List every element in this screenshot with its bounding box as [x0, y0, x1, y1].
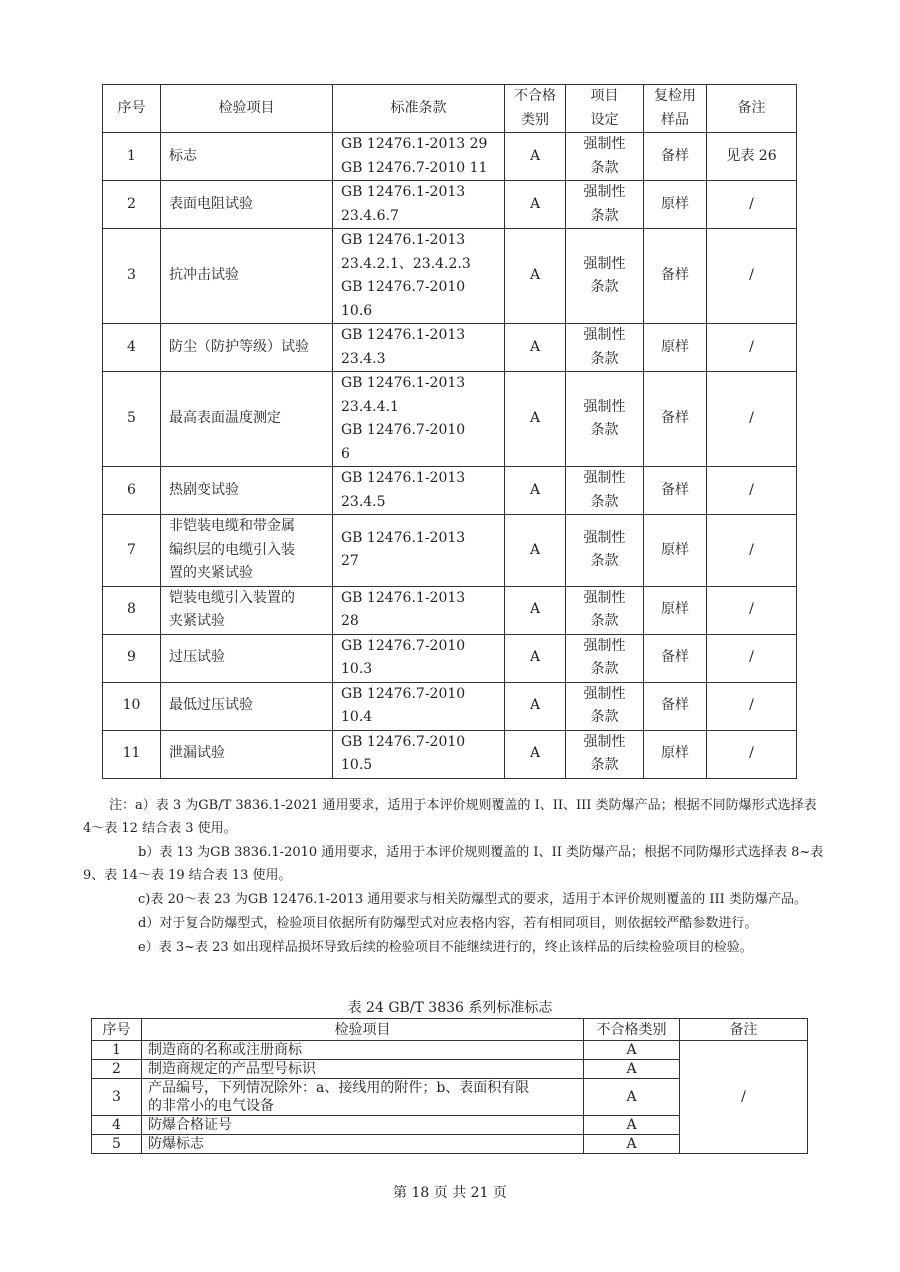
note-b: b）表 13 为GB 3836.1-2010 通用要求，适用于本评价规则覆盖的 I、II 类防爆产品；根据不同防爆形式选择表 8~表 9、表 14～表 19 结合表 13 使用。 — [83, 845, 824, 883]
row-item-line: 最低过压试验 — [169, 697, 253, 714]
row-clause-line: GB 12476.7-2010 — [341, 733, 466, 750]
row-category: A — [584, 1079, 680, 1116]
header-sample-line: 复检用 — [654, 88, 696, 104]
row-remark-merged: / — [680, 1041, 808, 1154]
note-c: c)表 20～表 23 为GB 12476.1-2013 通用要求与相关防爆型式的要求，适用于本评价规则覆盖的 III 类防爆产品。 — [138, 892, 807, 907]
note-e: e）表 3~表 23 如出现样品损坏导致后续的检验项目不能继续进行的，终止该样品的后续检验项目的检验。 — [138, 940, 753, 955]
header-item: 检验项目 — [142, 1019, 584, 1041]
row-item-line: 置的夹紧试验 — [169, 565, 253, 581]
row-category: A — [505, 181, 566, 229]
row-remark: / — [707, 634, 797, 682]
row-no: 8 — [103, 586, 161, 634]
row-clause-line: 10.6 — [341, 302, 373, 319]
row-item-line: 最高表面温度测定 — [169, 410, 281, 427]
row-clause-line: 23.4.4.1 — [341, 398, 399, 415]
row-item — [142, 1079, 584, 1116]
header-clause — [333, 85, 505, 133]
row-no: 1 — [92, 1041, 142, 1060]
row-clause-line: GB 12476.7-2010 11 — [341, 159, 488, 176]
row-category: A — [505, 229, 566, 324]
row-remark: / — [707, 730, 797, 778]
row-clause — [333, 133, 505, 181]
table-row — [103, 515, 797, 587]
row-sample: 原样 — [644, 515, 707, 587]
table-header-row — [92, 1019, 808, 1041]
row-clause — [333, 586, 505, 634]
row-clause-line: GB 12476.1-2013 29 — [341, 136, 488, 152]
header-no: 序号 — [92, 1019, 142, 1041]
row-clause — [333, 467, 505, 515]
row-setting — [566, 586, 644, 634]
row-clause-line: GB 12476.1-2013 — [341, 232, 466, 248]
row-item — [161, 682, 333, 730]
row-clause-line: 10.5 — [341, 757, 373, 773]
row-remark: / — [707, 682, 797, 730]
row-setting — [566, 324, 644, 372]
row-setting-line: 条款 — [590, 493, 619, 510]
table-row — [103, 634, 797, 682]
row-item-line: 制造商规定的产品型号标识 — [148, 1061, 316, 1077]
row-setting-line: 强制性 — [583, 327, 626, 343]
row-clause — [333, 324, 505, 372]
table-row — [103, 324, 797, 372]
row-setting-line: 强制性 — [583, 589, 626, 606]
row-setting-line: 条款 — [590, 159, 619, 176]
row-item — [161, 229, 333, 324]
row-category: A — [584, 1041, 680, 1060]
row-setting-line: 条款 — [590, 613, 619, 629]
row-setting-line: 条款 — [590, 422, 619, 438]
row-clause — [333, 515, 505, 587]
row-setting-line: 强制性 — [583, 529, 626, 546]
row-clause-line: GB 12476.1-2013 — [341, 375, 466, 391]
row-setting — [566, 515, 644, 587]
row-setting — [566, 133, 644, 181]
row-clause-line: GB 12476.1-2013 — [341, 589, 466, 606]
row-no: 5 — [103, 372, 161, 467]
table-notes — [83, 794, 828, 960]
row-item-line: 制造商的名称或注册商标 — [148, 1042, 302, 1058]
row-clause-line: GB 12476.7-2010 — [341, 422, 466, 438]
header-category-line: 类别 — [521, 111, 549, 128]
table-header-row — [103, 85, 797, 133]
row-setting-line: 强制性 — [583, 733, 626, 750]
row-item — [161, 181, 333, 229]
row-remark: / — [707, 372, 797, 467]
row-category: A — [505, 324, 566, 372]
row-no: 9 — [103, 634, 161, 682]
row-sample: 原样 — [644, 730, 707, 778]
row-item — [161, 586, 333, 634]
row-category: A — [505, 467, 566, 515]
row-item-line: 标志 — [169, 147, 197, 164]
header-sample-line: 样品 — [661, 111, 689, 128]
row-item — [142, 1116, 584, 1135]
table-row — [103, 682, 797, 730]
row-item-line: 编织层的电缆引入装 — [169, 541, 295, 558]
row-category: A — [584, 1135, 680, 1154]
row-category: A — [584, 1060, 680, 1079]
header-category: 不合格类别 — [584, 1019, 680, 1041]
header-remark-line: 备注 — [737, 99, 766, 116]
row-clause-line: 23.4.6.7 — [341, 207, 399, 224]
table-row — [103, 133, 797, 181]
marking-table-body — [92, 1019, 808, 1154]
table-row — [103, 467, 797, 515]
row-clause — [333, 634, 505, 682]
header-clause-line: 标准条款 — [390, 99, 447, 116]
row-remark: / — [707, 229, 797, 324]
row-item — [142, 1041, 584, 1060]
row-sample: 备样 — [644, 133, 707, 181]
row-setting — [566, 372, 644, 467]
row-item-line: 抗冲击试验 — [169, 267, 239, 284]
row-no: 5 — [92, 1135, 142, 1154]
row-clause-line: 6 — [341, 445, 350, 462]
table-row — [103, 730, 797, 778]
row-setting — [566, 467, 644, 515]
header-category — [505, 85, 566, 133]
page-number: 第 18 页 共 21 页 — [393, 1185, 507, 1201]
row-sample: 原样 — [644, 324, 707, 372]
table-caption: 表 24 GB/T 3836 系列标准标志 — [347, 1000, 553, 1016]
header-category-line: 不合格 — [514, 88, 556, 104]
row-clause-line: GB 12476.1-2013 — [341, 529, 466, 546]
header-sample — [644, 85, 707, 133]
row-setting-line: 条款 — [590, 661, 619, 677]
row-no: 6 — [103, 467, 161, 515]
row-category: A — [505, 133, 566, 181]
row-no: 2 — [103, 181, 161, 229]
header-setting-line: 设定 — [590, 111, 619, 128]
table-row — [103, 181, 797, 229]
row-item — [161, 324, 333, 372]
row-item-line: 泄漏试验 — [169, 745, 225, 762]
row-setting-line: 条款 — [590, 553, 619, 570]
row-setting-line: 条款 — [590, 207, 619, 224]
row-remark: / — [707, 467, 797, 515]
row-item-line: 热剧变试验 — [169, 481, 239, 498]
row-setting-line: 强制性 — [583, 470, 626, 486]
inspection-table — [102, 84, 797, 779]
row-clause-line: 23.4.5 — [341, 493, 386, 510]
row-item-line: 产品编号，下列情况除外：a、接线用的附件；b、表面积有限 — [148, 1080, 530, 1096]
table-row — [92, 1041, 808, 1060]
row-clause — [333, 730, 505, 778]
row-setting-line: 强制性 — [583, 136, 626, 152]
row-no: 11 — [103, 730, 161, 778]
row-no: 10 — [103, 682, 161, 730]
row-sample: 备样 — [644, 229, 707, 324]
row-clause — [333, 372, 505, 467]
row-clause-line: 10.4 — [341, 709, 373, 725]
row-no: 2 — [92, 1060, 142, 1079]
row-category: A — [505, 586, 566, 634]
row-setting-line: 强制性 — [583, 637, 626, 654]
row-category: A — [584, 1116, 680, 1135]
row-setting-line: 条款 — [590, 279, 619, 295]
row-clause-line: GB 12476.1-2013 — [341, 470, 466, 486]
row-setting-line: 强制性 — [583, 398, 626, 415]
row-item — [161, 467, 333, 515]
row-remark: / — [707, 181, 797, 229]
row-item-line: 过压试验 — [169, 649, 225, 666]
row-setting-line: 条款 — [590, 757, 619, 773]
note-d: d）对于复合防爆型式，检验项目依据所有防爆型式对应表格内容，若有相同项目，则依据较严酷参数进行。 — [138, 916, 758, 931]
row-no: 1 — [103, 133, 161, 181]
header-no: 序号 — [103, 85, 161, 133]
row-remark: 见表 26 — [707, 133, 797, 181]
row-clause-line: 23.4.3 — [341, 350, 386, 367]
row-category: A — [505, 682, 566, 730]
row-item-line: 的非常小的电气设备 — [148, 1098, 274, 1114]
row-sample: 原样 — [644, 586, 707, 634]
row-item — [142, 1060, 584, 1079]
header-item: 检验项目 — [161, 85, 333, 133]
row-remark: / — [707, 324, 797, 372]
row-setting — [566, 682, 644, 730]
row-no: 3 — [92, 1079, 142, 1116]
row-item — [161, 515, 333, 587]
row-item-line: 非铠装电缆和带金属 — [169, 518, 295, 534]
row-remark: / — [707, 515, 797, 587]
table-row — [103, 586, 797, 634]
row-sample: 备样 — [644, 372, 707, 467]
row-item — [161, 730, 333, 778]
row-item — [161, 372, 333, 467]
row-no: 3 — [103, 229, 161, 324]
row-setting-line: 条款 — [590, 709, 619, 725]
row-clause-line: GB 12476.7-2010 — [341, 279, 466, 295]
header-remark: 备注 — [680, 1019, 808, 1041]
table-row — [103, 372, 797, 467]
header-remark — [707, 85, 797, 133]
row-item-line: 夹紧试验 — [169, 613, 225, 629]
row-clause-line: 10.3 — [341, 661, 373, 677]
row-sample: 备样 — [644, 634, 707, 682]
row-item-line: 铠装电缆引入装置的 — [169, 589, 295, 606]
row-setting-line: 条款 — [590, 350, 619, 367]
row-setting-line: 强制性 — [583, 685, 626, 702]
row-setting — [566, 730, 644, 778]
row-item-line: 防尘（防护等级）试验 — [169, 338, 309, 355]
row-category: A — [505, 634, 566, 682]
row-setting — [566, 634, 644, 682]
row-category: A — [505, 372, 566, 467]
row-clause-line: GB 12476.1-2013 — [341, 327, 466, 343]
row-setting-line: 强制性 — [583, 255, 626, 272]
row-item-line: 防爆标志 — [148, 1136, 204, 1152]
row-setting — [566, 229, 644, 324]
row-clause — [333, 682, 505, 730]
row-item — [161, 634, 333, 682]
row-clause-line: 27 — [341, 553, 359, 570]
row-category: A — [505, 730, 566, 778]
marking-table — [91, 1018, 808, 1154]
header-setting — [566, 85, 644, 133]
row-no: 4 — [92, 1116, 142, 1135]
header-setting-line: 项目 — [590, 88, 619, 104]
row-no: 7 — [103, 515, 161, 587]
row-item-line: 表面电阻试验 — [169, 195, 253, 212]
note-a: 注：a）表 3 为GB/T 3836.1-2021 通用要求，适用于本评价规则覆盖的 I、II、III 类防爆产品；根据不同防爆形式选择表 4～表 12 结合表 3 使用。 — [83, 798, 817, 836]
row-remark: / — [707, 586, 797, 634]
row-item — [161, 133, 333, 181]
row-item — [142, 1135, 584, 1154]
table-row — [103, 229, 797, 324]
row-setting — [566, 181, 644, 229]
row-item-line: 防爆合格证号 — [148, 1117, 232, 1133]
row-no: 4 — [103, 324, 161, 372]
row-clause-line: 28 — [341, 613, 359, 629]
row-clause-line: GB 12476.1-2013 — [341, 184, 466, 200]
row-sample: 原样 — [644, 181, 707, 229]
row-clause-line: GB 12476.7-2010 — [341, 637, 466, 654]
inspection-table-body — [103, 85, 797, 779]
row-clause-line: 23.4.2.1、23.4.2.3 — [341, 255, 471, 272]
row-sample: 备样 — [644, 467, 707, 515]
row-clause-line: GB 12476.7-2010 — [341, 685, 466, 702]
row-setting-line: 强制性 — [583, 184, 626, 200]
row-clause — [333, 181, 505, 229]
row-sample: 备样 — [644, 682, 707, 730]
row-clause — [333, 229, 505, 324]
row-category: A — [505, 515, 566, 587]
